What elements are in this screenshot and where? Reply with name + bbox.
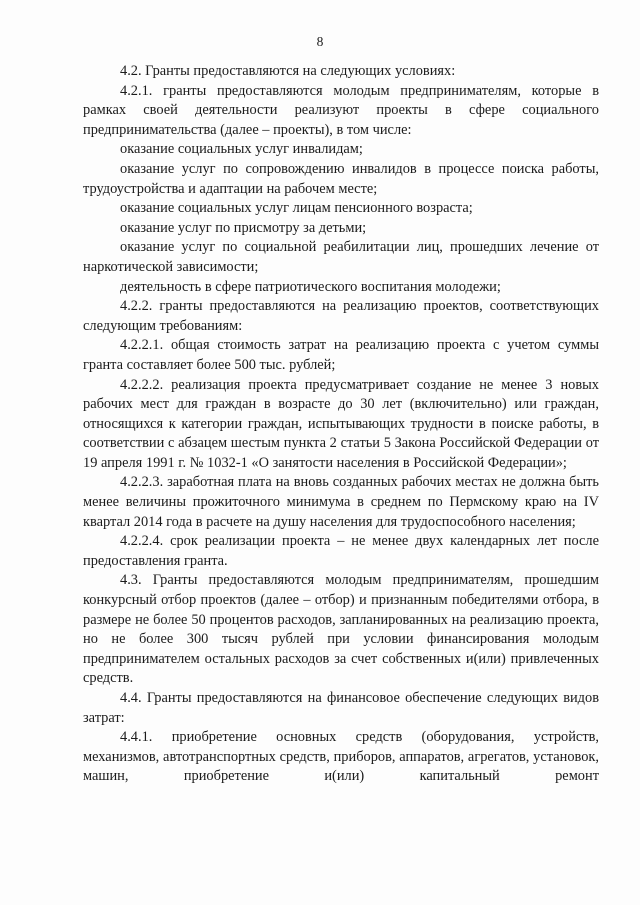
paragraph-4-2-2-2: 4.2.2.2. реализация проекта предусматривает создание не менее 3 новых рабочих мест для граждан в возрасте до 30 лет (включительно) или граждан, относящихся к категории граждан, испытывающих трудности в поиске работы, в соответствии с абзацем шестым пункта 2 статьи 5 Закона Российской Федерации от 19 апреля 1991 г. № 1032-1 «О занятости населения в Российской Федерации»; [83, 376, 599, 471]
paragraph-4-2-2: 4.2.2. гранты предоставляются на реализацию проектов, соответствующих следующим требованиям: [83, 298, 599, 334]
paragraph-4-2-2-3: 4.2.2.3. заработная плата на вновь созданных рабочих местах не должна быть менее величины прожиточного минимума в среднем по Пермскому краю на IV квартал 2014 года в расчете на душу населения для трудоспособного населения; [83, 474, 599, 530]
list-item-support-disabled-employment: оказание услуг по сопровождению инвалидов в процессе поиска работы, трудоустройства и адаптации на рабочем месте; [83, 160, 599, 197]
paragraph-4-4-1: 4.4.1. приобретение основных средств (оборудования, устройств, механизмов, автотранспортных средств, приборов, аппаратов, агрегатов, установок, машин, приобретение и(или) капитальный ремонт [83, 729, 599, 785]
list-item-patriotic-education: деятельность в сфере патриотического воспитания молодежи; [120, 278, 501, 295]
paragraph-4-4: 4.4. Гранты предоставляются на финансовое обеспечение следующих видов затрат: [83, 690, 599, 726]
paragraph-4-2-2-1: 4.2.2.1. общая стоимость затрат на реализацию проекта с учетом суммы гранта составляет более 500 тыс. рублей; [83, 337, 599, 373]
paragraph-4-2: 4.2. Гранты предоставляются на следующих условиях: [120, 63, 456, 79]
list-item-services-pensioners: оказание социальных услуг лицам пенсионного возраста; [120, 200, 473, 217]
page-number: 8 [316, 34, 324, 49]
paragraph-4-2-1: 4.2.1. гранты предоставляются молодым предпринимателям, которые в рамках своей деятельности реализуют проекты в сфере социального предпринимательства (далее – проекты), в том числе: [83, 82, 599, 138]
list-item-rehabilitation: оказание услуг по социальной реабилитации лиц, прошедших лечение от наркотической зависимости; [83, 239, 599, 275]
list-item-childcare: оказание услуг по присмотру за детьми; [120, 219, 367, 236]
document-body [83, 62, 599, 787]
paragraph-4-3: 4.3. Гранты предоставляются молодым предпринимателям, прошедшим конкурсный отбор проектов (далее – отбор) и признанным победителями отбора, в размере не более 50 процентов расходов, запланированных на реализацию проекта, но не более 300 тысяч рублей при условии финансирования молодым предпринимателем остальных расходов за счет собственных и(или) привлеченных средств. [83, 572, 599, 687]
list-item-social-services-disabled: оказание социальных услуг инвалидам; [120, 141, 363, 158]
paragraph-4-2-2-4: 4.2.2.4. срок реализации проекта – не менее двух календарных лет после предоставления гранта. [83, 533, 599, 569]
